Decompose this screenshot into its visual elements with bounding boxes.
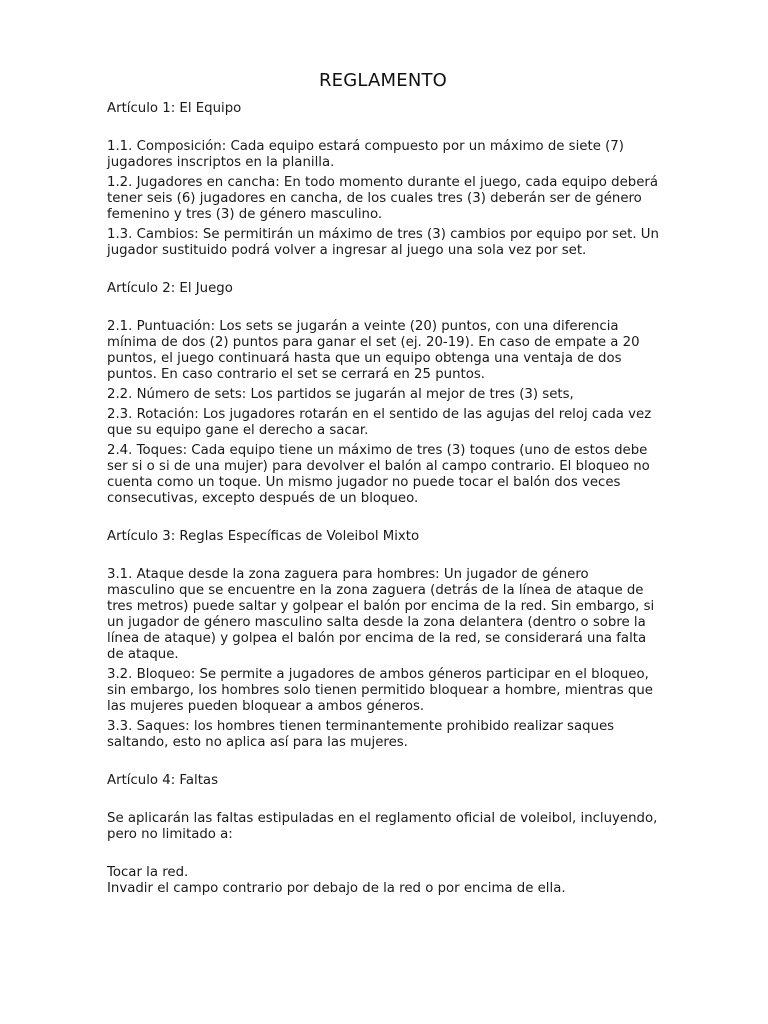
document-page — [107, 70, 659, 897]
paragraph-3-3: 3.3. Saques: los hombres tienen terminantemente prohibido realizar saques saltando, esto no aplica así para las mujeres. — [107, 719, 615, 750]
paragraph-3-1: 3.1. Ataque desde la zona zaguera para hombres: Un jugador de género masculino que se encuentre en la zona zaguera (detrás de la línea de ataque de tres metros) puede saltar y golpear el balón por encima de la red. Sin embargo, si un jugador de género masculino salta desde la zona delantera (dentro o sobre la línea de ataque) y golpea el balón por encima de la red, se considerará una falta de ataque. — [107, 567, 655, 662]
paragraph-2-2: 2.2. Número de sets: Los partidos se jugarán al mejor de tres (3) sets, — [107, 387, 574, 402]
article-4-intro: Se aplicarán las faltas estipuladas en el reglamento oficial de voleibol, incluyendo, pero no limitado a: — [107, 811, 658, 842]
fault-item: Invadir el campo contrario por debajo de la red o por encima de ella. — [107, 881, 566, 896]
article-3-heading: Artículo 3: Reglas Específicas de Voleibol Mixto — [107, 529, 420, 544]
paragraph-3-2: 3.2. Bloqueo: Se permite a jugadores de ambos géneros participar en el bloqueo, sin embargo, los hombres solo tienen permitido bloquear a hombre, mientras que las mujeres pueden bloquear a ambos géneros. — [107, 667, 653, 714]
fault-item: Tocar la red. — [107, 865, 189, 880]
article-2-heading: Artículo 2: El Juego — [107, 281, 233, 296]
paragraph-1-3: 1.3. Cambios: Se permitirán un máximo de tres (3) cambios por equipo por set. Un jugador sustituido podrá volver a ingresar al juego una sola vez por set. — [107, 227, 659, 258]
document-title: REGLAMENTO — [318, 70, 448, 91]
paragraph-2-1: 2.1. Puntuación: Los sets se jugarán a veinte (20) puntos, con una diferencia mínima de dos (2) puntos para ganar el set (ej. 20-19). En caso de empate a 20 puntos, el juego continuará hasta que un equipo obtenga una ventaja de dos puntos. En caso contrario el set se cerrará en 25 puntos. — [107, 319, 640, 382]
paragraph-2-3: 2.3. Rotación: Los jugadores rotarán en el sentido de las agujas del reloj cada vez que su equipo gane el derecho a sacar. — [107, 407, 652, 438]
paragraph-1-1: 1.1. Composición: Cada equipo estará compuesto por un máximo de siete (7) jugadores inscriptos en la planilla. — [107, 139, 624, 170]
paragraph-1-2: 1.2. Jugadores en cancha: En todo momento durante el juego, cada equipo deberá tener seis (6) jugadores en cancha, de los cuales tres (3) deberán ser de género femenino y tres (3) de género masculino. — [107, 175, 659, 222]
paragraph-2-4: 2.4. Toques: Cada equipo tiene un máximo de tres (3) toques (uno de estos debe ser si o si de una mujer) para devolver el balón al campo contrario. El bloqueo no cuenta como un toque. Un mismo jugador no puede tocar el balón dos veces consecutivas, excepto después de un bloqueo. — [107, 443, 650, 506]
article-4-heading: Artículo 4: Faltas — [107, 773, 218, 788]
article-1-heading: Artículo 1: El Equipo — [107, 101, 242, 116]
